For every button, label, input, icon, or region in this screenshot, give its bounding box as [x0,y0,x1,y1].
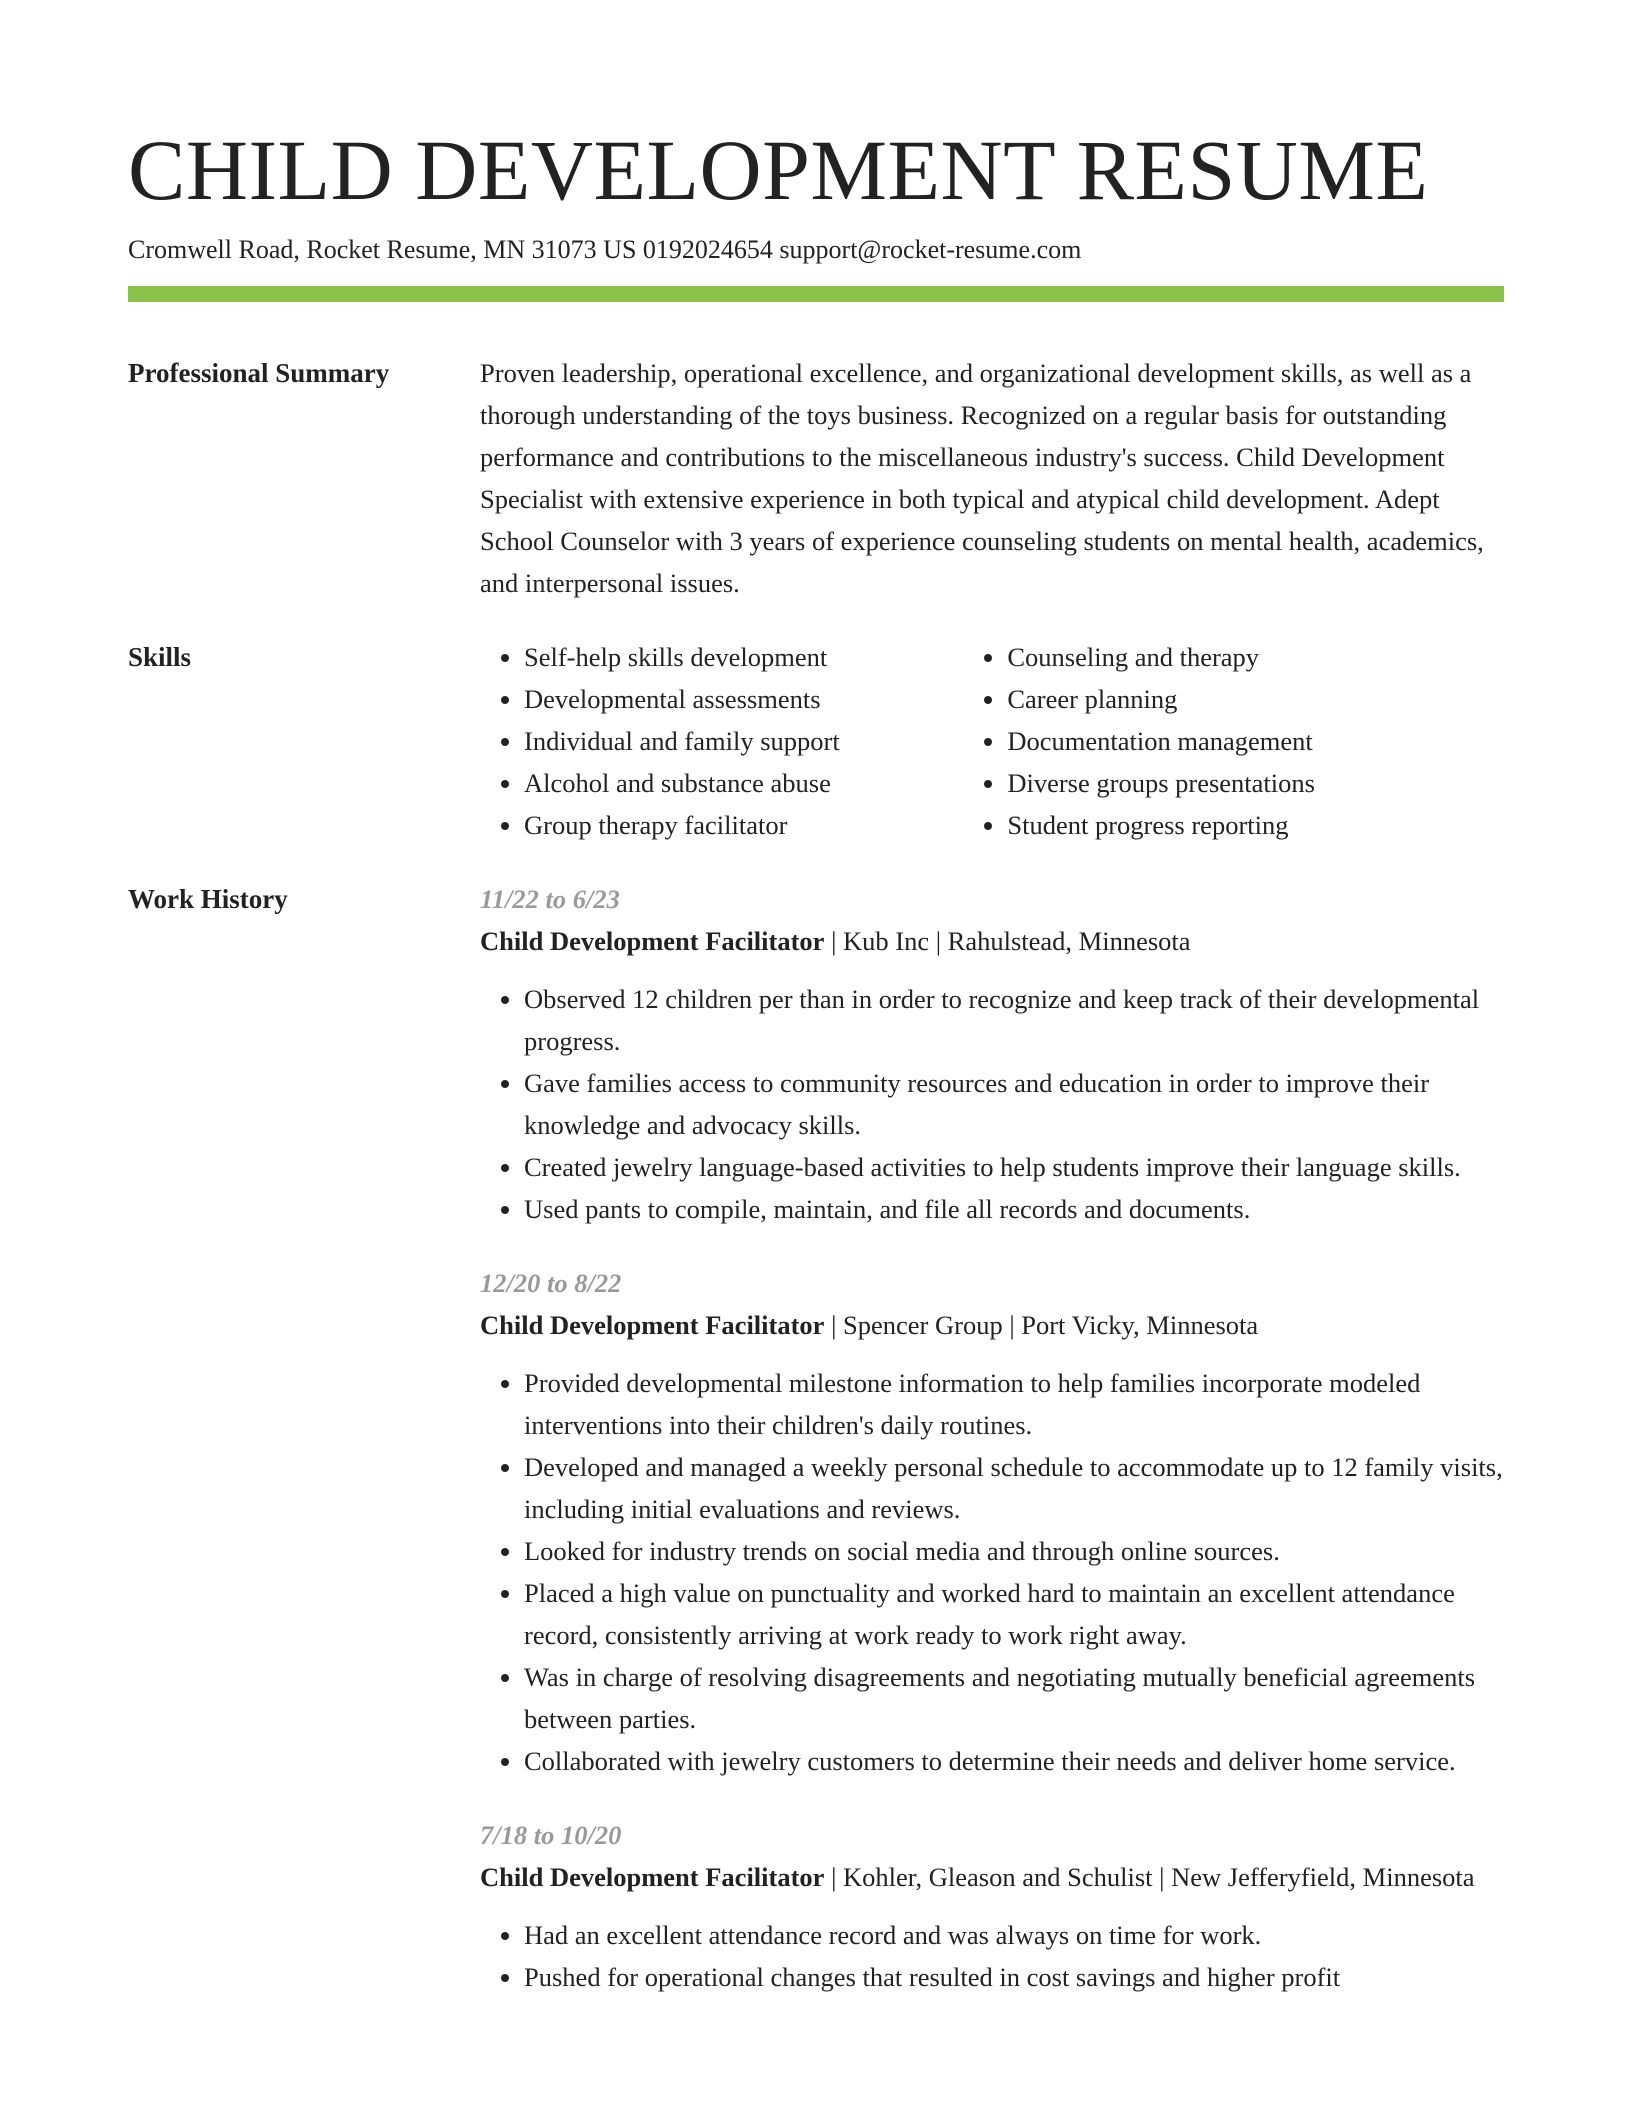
resume-page [128,120,1504,2030]
job-dates: 12/20 to 8/22 [480,1268,622,1298]
job-employer: | Kub Inc | Rahulstead, Minnesota [824,926,1191,956]
job-bullet: • Placed a high value on punctuality and worked hard to maintain an excellent attendance record, consistently arriving at work ready to work right away. [524,1572,1504,1656]
job-title: Child Development Facilitator [480,926,825,956]
job-heading [480,920,1504,962]
summary-heading: Professional Summary [128,358,390,388]
job-dates: 11/22 to 6/23 [480,884,620,914]
job-employer: | Spencer Group | Port Vicky, Minnesota [824,1310,1259,1340]
job-bullets [480,1914,1504,1998]
skill-item: • Career planning [1007,678,1504,720]
job-employer: | Kohler, Gleason and Schulist | New Jefferyfield, Minnesota [824,1862,1475,1892]
job-bullet: • Had an excellent attendance record and was always on time for work. [524,1914,1504,1956]
skills-section [128,636,1504,846]
skill-item: • Group therapy facilitator [524,804,963,846]
contact-line [128,232,1504,268]
work-history-section [128,878,1504,2030]
job-bullet: • Developed and managed a weekly personal schedule to accommodate up to 12 family visits, including initial evaluations and reviews. [524,1446,1504,1530]
resume-title: CHILD DEVELOPMENT RESUME [128,122,1429,218]
skills-heading: Skills [128,642,192,672]
job-bullets [480,978,1504,1230]
skill-item: • Diverse groups presentations [1007,762,1504,804]
job-bullet: • Created jewelry language-based activities to help students improve their language skills. [524,1146,1504,1188]
skill-item: • Self-help skills development [524,636,963,678]
skill-item: • Developmental assessments [524,678,963,720]
job-bullet: • Provided developmental milestone information to help families incorporate modeled interventions into their children's daily routines. [524,1362,1504,1446]
job-title: Child Development Facilitator [480,1862,825,1892]
job-bullet: • Used pants to compile, maintain, and file all records and documents. [524,1188,1504,1230]
work-history-heading: Work History [128,884,288,914]
job-entry [480,878,1504,1230]
skills-column-1 [480,636,963,846]
job-bullet: • Was in charge of resolving disagreements and negotiating mutually beneficial agreements between parties. [524,1656,1504,1740]
skill-item: • Documentation management [1007,720,1504,762]
skill-item: • Student progress reporting [1007,804,1504,846]
work-history-body [480,878,1504,2030]
job-heading [480,1304,1504,1346]
job-entry [480,1262,1504,1782]
job-bullet: • Collaborated with jewelry customers to determine their needs and deliver home service. [524,1740,1504,1782]
job-heading [480,1856,1504,1898]
job-bullet: • Observed 12 children per than in order to recognize and keep track of their developmental progress. [524,978,1504,1062]
skills-body [480,636,1504,846]
skills-column-2 [963,636,1504,846]
job-bullets [480,1362,1504,1782]
job-title: Child Development Facilitator [480,1310,825,1340]
summary-section [128,352,1504,604]
contact-phone: 0192024654 [642,235,773,264]
summary-text: Proven leadership, operational excellence, and organizational development skills, as well as a thorough understanding of the toys business. Recognized on a regular basis for outstanding performance and contributions to the miscellaneous industry's success. Child Development Specialist with extensive experience in both typical and atypical child development. Adept School Counselor with 3 years of experience counseling students on mental health, academics, and interpersonal issues. [480,358,1484,598]
job-entry [480,1814,1504,1998]
accent-divider [128,286,1504,302]
contact-email: support@rocket-resume.com [779,235,1082,264]
skill-item: • Counseling and therapy [1007,636,1504,678]
job-dates: 7/18 to 10/20 [480,1820,622,1850]
job-bullet: • Looked for industry trends on social media and through online sources. [524,1530,1504,1572]
contact-address: Cromwell Road, Rocket Resume, MN 31073 US [128,235,637,264]
job-bullet: • Gave families access to community resources and education in order to improve their knowledge and advocacy skills. [524,1062,1504,1146]
job-bullet: • Pushed for operational changes that resulted in cost savings and higher profit [524,1956,1504,1998]
skills-grid [480,636,1504,846]
skill-item: • Alcohol and substance abuse [524,762,963,804]
skill-item: • Individual and family support [524,720,963,762]
